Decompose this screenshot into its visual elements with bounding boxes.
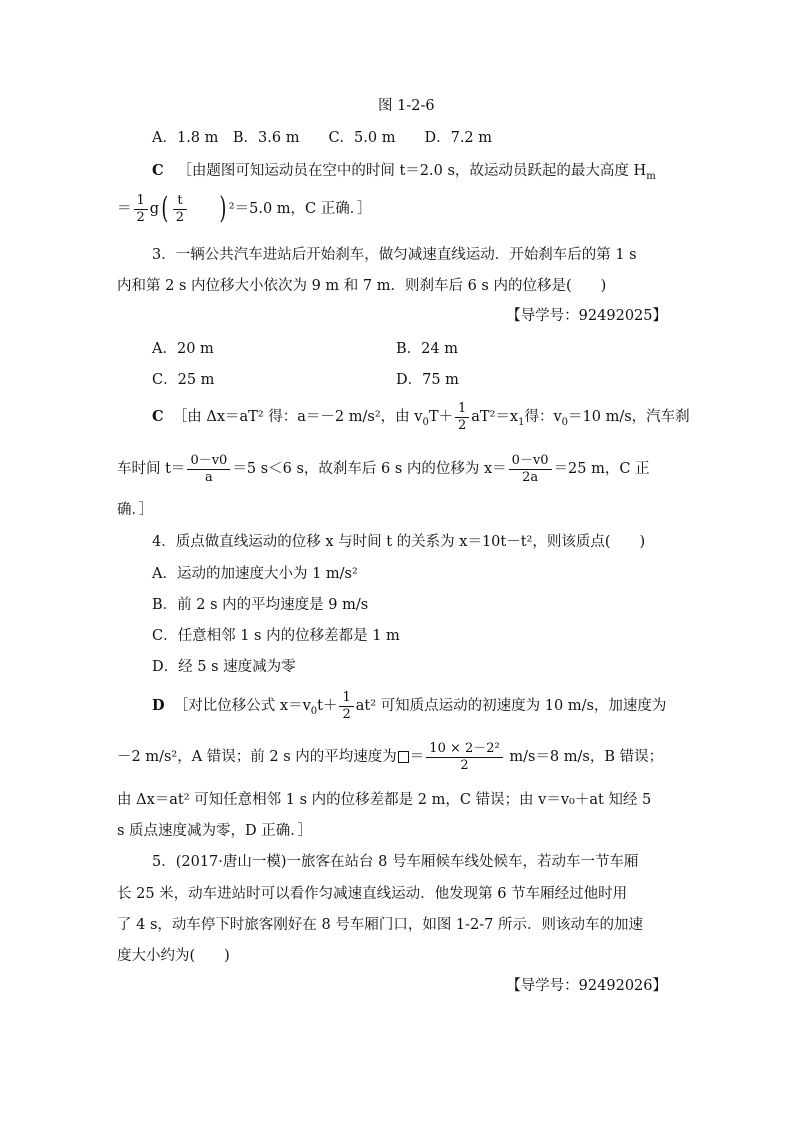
q4-option-d: D．经 5 s 速度减为零 xyxy=(152,659,296,675)
q2-frac-t2-num: t xyxy=(173,193,187,210)
q3-sol2-c: ＝25 m，C 正 xyxy=(553,461,650,477)
q3-frac-time xyxy=(187,453,230,486)
q4-sol2-a: －2 m/s²，A 错误；前 2 s 内的平均速度为 xyxy=(117,749,397,765)
q3-frac-disp-den: 2a xyxy=(522,469,539,485)
missing-glyph-icon xyxy=(398,751,409,763)
q3-option-b: B．24 m xyxy=(396,341,458,357)
q2-options: A．1.8 m B．3.6 m C．5.0 m D．7.2 m xyxy=(152,130,493,146)
q3-answer-letter: C xyxy=(152,408,164,425)
q4-answer-letter: D xyxy=(152,697,165,714)
q3-sol-b: T＋ xyxy=(428,409,453,425)
right-paren-icon: ) xyxy=(219,191,227,226)
q2-eq-prefix: ＝ xyxy=(117,201,132,217)
q3-sol2-b: ＝5 s＜6 s，故刹车后 6 s 内的位移为 x＝ xyxy=(232,461,507,477)
q2-solution-sub: m xyxy=(646,170,656,182)
q5-stem-line3: 了 4 s，动车停下时旅客刚好在 8 号车厢门口，如图 1-2-7 所示．则该动车的加速 xyxy=(117,917,644,933)
q3-option-a: A．20 m xyxy=(152,341,214,357)
q3-sol2-a: 车时间 t＝ xyxy=(117,461,186,477)
q3-sol-a: ［由 Δx＝aT² 得：a＝－2 m/s²，由 v xyxy=(172,409,423,425)
q2-solution-text: ［由题图可知运动员在空中的时间 t＝2.0 s，故运动员跃起的最大高度 H xyxy=(177,163,647,179)
q3-solution-line2 xyxy=(117,449,650,489)
q3-stem-line2: 内和第 2 s 内位移大小依次为 9 m 和 7 m．则刹车后 6 s 内的位移是( ) xyxy=(117,278,607,294)
q4-frac-avg xyxy=(426,741,502,774)
q2-frac-half-den: 2 xyxy=(136,209,145,225)
q4-option-b: B．前 2 s 内的平均速度是 9 m/s xyxy=(152,597,369,613)
left-paren-icon: ( xyxy=(161,191,169,226)
q2-frac-half-num: 1 xyxy=(134,193,148,210)
q3-guide-number: 【导学号：92492025】 xyxy=(506,308,667,324)
q5-stem-line2: 长 25 米，动车进站时可以看作匀减速直线运动．他发现第 6 节车厢经过他时用 xyxy=(117,886,628,902)
q4-option-a: A．运动的加速度大小为 1 m/s² xyxy=(152,566,358,582)
q4-frac-avg-den: 2 xyxy=(460,757,469,773)
q3-frac-disp xyxy=(509,453,552,486)
q3-option-d: D．75 m xyxy=(396,372,459,388)
q3-frac-disp-num: 0－v0 xyxy=(509,453,552,470)
q4-frac-half: $\frac{1}{2}$ xyxy=(339,690,353,723)
q2-frac-half xyxy=(134,193,148,226)
q4-stem: 4．质点做直线运动的位移 x 与时间 t 的关系为 x＝10t－t²，则该质点( ) xyxy=(152,534,646,550)
q5-stem-line1: 5．(2017·唐山一模)一旅客在站台 8 号车厢候车线处候车，若动车一节车厢 xyxy=(152,854,639,870)
q3-sol-e: ＝10 m/s，汽车刹 xyxy=(568,409,690,425)
q4-solution-line1: D ［对比位移公式 $x=v_0t+$ $\frac{1}{2}$ at² 可知质点运动的初速度为 10 m/s，加速度为 xyxy=(152,689,667,722)
q2-eq-suffix: ²＝5.0 m，C 正确．］ xyxy=(228,201,372,217)
q3-option-c: C．25 m xyxy=(152,372,215,388)
q3-solution-line1: C ［由 Δx＝aT² 得：a＝－2 m/s²，由 $v_0T+$ $\frac{1}{2}$ $aT^2=x_1$得：$v_0=10$ m/s，汽车刹 xyxy=(152,400,690,433)
q3-sol-c: aT²＝x xyxy=(471,409,519,425)
q3-solution-line3: 确．］ xyxy=(117,502,154,518)
q2-solution-line2 xyxy=(117,192,371,226)
q2-answer-letter: C xyxy=(152,162,164,179)
q4-sol-c: at² 可知质点运动的初速度为 10 m/s，加速度为 xyxy=(355,698,667,714)
q4-solution-line4: s 质点速度减为零，D 正确．］ xyxy=(117,823,313,839)
q3-stem-line1: 3．一辆公共汽车进站后开始刹车，做匀减速直线运动．开始刹车后的第 1 s xyxy=(152,247,637,263)
figure-caption: 图 1-2-6 xyxy=(378,98,435,114)
q4-sol-a: ［对比位移公式 x＝v xyxy=(173,698,311,714)
q3-frac-half: $\frac{1}{2}$ xyxy=(455,401,469,434)
q2-solution-line1 xyxy=(152,161,656,187)
q3-sol-d: 得：v xyxy=(524,409,562,425)
q3-frac-time-num: 0－v0 xyxy=(187,453,230,470)
q2-frac-t2 xyxy=(173,193,187,226)
q3-frac-time-den: a xyxy=(205,469,213,485)
q4-sol2-b: m/s＝8 m/s，B 错误； xyxy=(509,749,664,765)
q5-stem-line4: 度大小约为( ) xyxy=(117,948,230,964)
q4-solution-line2: －2 m/s²，A 错误；前 2 s 内的平均速度为 ＝ $\frac{\text{10 × 2－2²}}{2}$ m/s＝8 m/s，B 错误； xyxy=(117,740,664,773)
q2-g: g xyxy=(149,201,160,217)
q4-sol-b: t＋ xyxy=(317,698,338,714)
q2-frac-t2-den: 2 xyxy=(175,209,185,225)
q4-option-c: C．任意相邻 1 s 内的位移差都是 1 m xyxy=(152,628,400,644)
q4-frac-avg-num: 10 × 2－2² xyxy=(426,741,502,758)
q5-guide-number: 【导学号：92492026】 xyxy=(506,978,667,994)
q4-solution-line3: 由 Δx＝at² 可知任意相邻 1 s 内的位移差都是 2 m，C 错误；由 v＝v₀＋at 知经 5 xyxy=(117,792,652,808)
